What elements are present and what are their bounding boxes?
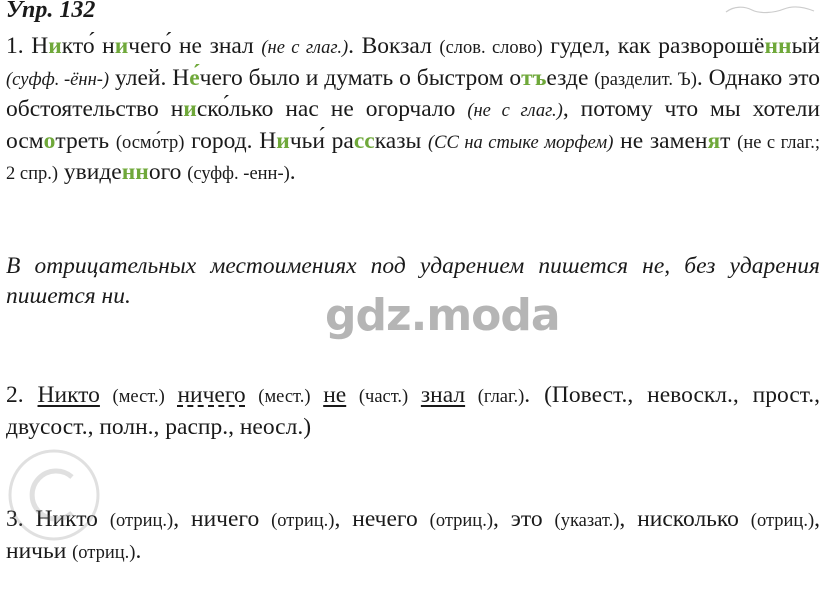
category-note: (указат.)	[554, 511, 620, 531]
highlighted-letter: сс	[353, 127, 375, 154]
text: не замен	[613, 127, 708, 154]
category-note: (отриц.)	[109, 511, 174, 531]
text: . Однако это обстоятельство н	[6, 64, 820, 122]
grammar-note: (част.)	[346, 387, 421, 407]
text: треть	[55, 127, 116, 154]
grammar-note: (СС на стыке морфем)	[428, 132, 614, 153]
category-note: (отриц.)	[429, 511, 493, 531]
grammar-note: (разделит. Ъ)	[594, 69, 697, 90]
text: т	[720, 127, 738, 154]
highlighted-letter: о	[43, 127, 56, 154]
grammar-note: (слов. слово)	[439, 38, 543, 58]
grammar-note: (мест.)	[245, 387, 324, 407]
grammar-note: (суфф. -енн-)	[187, 164, 290, 184]
text: , это	[493, 506, 555, 532]
highlighted-letter: е́	[189, 64, 200, 91]
pronoun-categories	[6, 505, 820, 568]
text: кто́ н	[61, 33, 115, 59]
predicate-word: знал	[420, 382, 466, 408]
site-watermark: gdz.moda	[325, 290, 560, 341]
text: чего было и думать о быстром о	[199, 64, 522, 91]
highlighted-letter: и	[114, 33, 129, 59]
text: 3. Никто	[6, 506, 110, 532]
grammar-note: (не с глаг.)	[261, 38, 349, 58]
highlighted-letter: я	[707, 127, 721, 154]
text: езде	[546, 64, 595, 91]
category-note: (отриц.)	[750, 511, 815, 531]
sentence-characteristics: . (Повест., невоскл., прост., двусост., полн., распр., неосл.)	[6, 382, 821, 440]
grammar-note: (суфф. -ённ-)	[6, 69, 110, 90]
text: , потому что мы хотели осм	[6, 96, 820, 154]
text: чего́ не знал	[128, 33, 262, 59]
text: , ничьи	[6, 506, 820, 564]
text: увиде	[58, 159, 122, 185]
highlighted-letter: нн	[764, 33, 792, 59]
highlighted-letter: тъ	[521, 64, 547, 91]
grammar-note: (глаг.)	[465, 387, 525, 407]
text: казы	[374, 127, 429, 154]
item-number: 2.	[6, 382, 38, 408]
text: гудел, как развороше	[542, 33, 765, 59]
text: , ничего	[173, 506, 272, 532]
text: чьи́ ра	[289, 127, 354, 154]
text: ый	[791, 33, 820, 59]
highlighted-letter: и	[183, 96, 197, 122]
text: , нечего	[334, 506, 430, 532]
category-note: (отриц.)	[72, 542, 136, 563]
grammar-note: (осмо́тр)	[115, 132, 185, 153]
highlighted-letter: и	[276, 127, 290, 154]
spelling-rule: В отрицательных местоимениях под ударением пишется не, без ударения пишется ни.	[6, 253, 820, 309]
text: ого	[148, 159, 188, 185]
exercise-title: Упр. 132	[6, 0, 96, 23]
category-note: (отриц.)	[271, 511, 335, 531]
text: улей. Н	[109, 64, 190, 91]
grammar-note: (не с глаг.; 2 спр.)	[6, 132, 820, 184]
text: .	[289, 159, 296, 185]
syntax-analysis	[6, 381, 820, 442]
highlighted-letter: и	[48, 33, 62, 59]
text: город. Н	[184, 127, 277, 154]
predicate-particle: не	[323, 382, 347, 408]
subject-word: Никто	[37, 382, 100, 408]
exercise-text-paragraph	[6, 32, 820, 190]
text: , нисколько	[619, 506, 751, 532]
object-word: ничего	[177, 382, 246, 408]
grammar-note: (не с глаг.)	[467, 101, 563, 121]
highlighted-letter: нн	[121, 159, 149, 185]
text: ско́лько нас не огорчало	[196, 96, 468, 122]
corner-watermark-icon	[724, 4, 816, 14]
grammar-note: (мест.)	[99, 387, 178, 407]
text: .	[135, 537, 142, 564]
text: . Вокзал	[348, 33, 440, 59]
text: 1. Н	[6, 33, 49, 59]
copyright-watermark-icon	[6, 435, 102, 555]
